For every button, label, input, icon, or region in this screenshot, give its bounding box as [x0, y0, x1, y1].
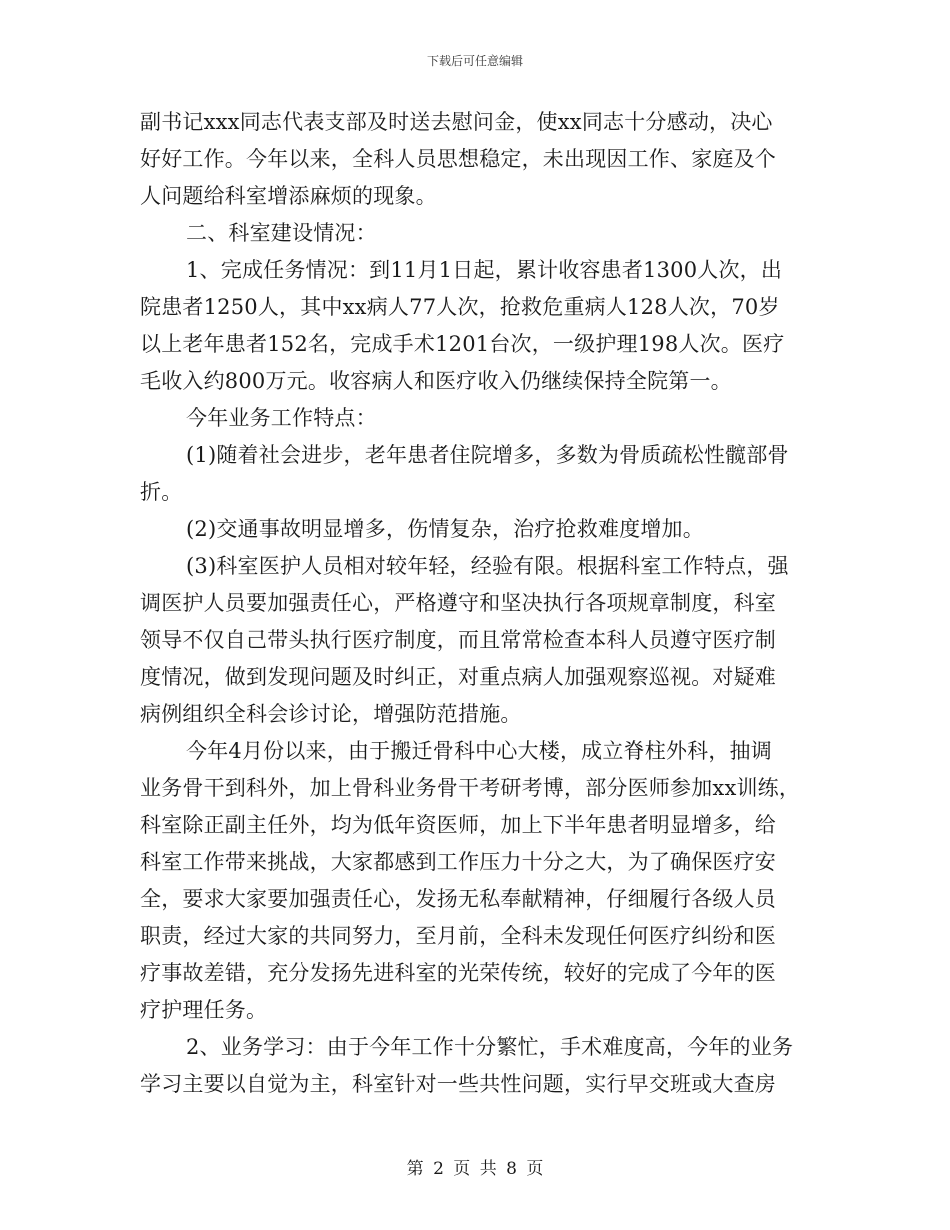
text-line: 疗护理任务。 — [140, 998, 268, 1022]
text-line: 学习主要以自觉为主，科室针对一些共性问题，实行早交班或大查房 — [140, 1072, 776, 1096]
text-line: 疗事故差错，充分发扬先进科室的光荣传统，较好的完成了今年的医 — [140, 961, 776, 985]
text-line: 今年4月份以来，由于搬迁骨科中心大楼，成立脊柱外科，抽调 — [186, 739, 772, 763]
text-line: 2、业务学习：由于今年工作十分繁忙，手术难度高，今年的业务 — [186, 1035, 794, 1059]
text-line: 全，要求大家要加强责任心，发扬无私奉献精神，仔细履行各级人员 — [140, 887, 776, 911]
text-line: 度情况，做到发现问题及时纠正，对重点病人加强观察巡视。对疑难 — [140, 665, 776, 689]
text-line: (1)随着社会进步，老年患者住院增多，多数为骨质疏松性髋部骨 — [186, 443, 789, 467]
page-header: 下载后可任意编辑 — [426, 54, 523, 68]
text-line: 院患者1250人，其中xx病人77人次，抢救危重病人128人次，70岁 — [140, 295, 780, 319]
text-line: 毛收入约800万元。收容病人和医疗收入仍继续保持全院第一。 — [140, 369, 732, 393]
text-line: 以上老年患者152名，完成手术1201台次，一级护理198人次。医疗 — [140, 332, 785, 356]
text-line: 1、完成任务情况：到11月1日起，累计收容患者1300人次，出 — [186, 258, 783, 282]
document-body — [140, 104, 814, 1103]
text-line: 今年业务工作特点： — [186, 406, 377, 430]
page-footer: 第 2 页 共 8 页 — [406, 1159, 544, 1179]
text-line: 病例组织全科会诊讨论，增强防范措施。 — [140, 702, 522, 726]
text-line: (3)科室医护人员相对较年轻，经验有限。根据科室工作特点，强 — [186, 554, 789, 578]
text-line: 领导不仅自己带头执行医疗制度，而且常常检查本科人员遵守医疗制 — [140, 628, 776, 652]
text-line: 职责，经过大家的共同努力，至月前，全科未发现任何医疗纠纷和医 — [140, 924, 776, 948]
text-line: 人问题给科室增添麻烦的现象。 — [140, 184, 437, 208]
text-line: 折。 — [140, 480, 183, 504]
text-line: 科室工作带来挑战，大家都感到工作压力十分之大，为了确保医疗安 — [140, 850, 776, 874]
text-line: 业务骨干到科外，加上骨科业务骨干考研考博，部分医师参加xx训练， — [140, 776, 801, 800]
text-line: 二、科室建设情况： — [186, 221, 377, 245]
text-line: 好好工作。今年以来，全科人员思想稳定，未出现因工作、家庭及个 — [140, 147, 776, 171]
text-line: (2)交通事故明显增多，伤情复杂，治疗抢救难度增加。 — [186, 517, 704, 541]
text-line: 科室除正副主任外，均为低年资医师，加上下半年患者明显增多，给 — [140, 813, 776, 837]
text-line: 调医护人员要加强责任心，严格遵守和坚决执行各项规章制度，科室 — [140, 591, 776, 615]
text-line: 副书记xxx同志代表支部及时送去慰问金，使xx同志十分感动，决心 — [140, 110, 773, 134]
